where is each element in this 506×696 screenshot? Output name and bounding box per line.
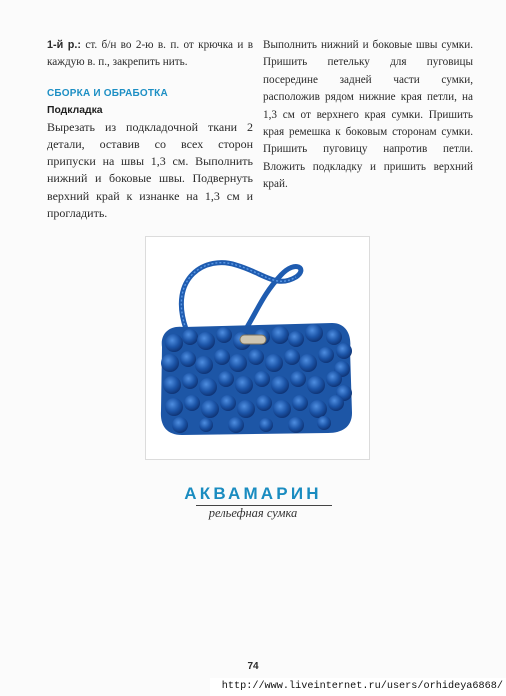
left-column: [47, 37, 253, 222]
right-column: [263, 37, 473, 194]
pattern-title: [0, 483, 506, 505]
assembly-paragraph: Выполнить нижний и боковые швы сумки. Пришить петельку для пуговицы посередине задней части сумки, расположив рядом нижние края петли, на 1,3 см от верхнего края сумки. Пришить края ремешка к боковым сторонам сумки. Пришить пуговицу напротив петли. Вложить подкладку и пришить верхний край.: [263, 39, 473, 191]
lining-paragraph: Вырезать из подкладочной ткани 2 детали, оставив со всех сторон припуски на швы 1,3 см. Выполнить нижний и боковые швы. Подвернуть верхний край к изнанке на 1,3 см и прогладить.: [47, 119, 253, 220]
bag-photo: [145, 236, 370, 460]
title-text: АКВАМАРИН: [184, 484, 322, 503]
sub-heading-lining: Подкладка: [47, 104, 103, 116]
row-text: ст. б/н во 2-ю в. п. от крючка и в каждую в. п., закрепить нить.: [47, 39, 253, 69]
row-label: 1-й р.:: [47, 39, 81, 51]
pattern-subtitle: рельефная сумка: [208, 506, 298, 520]
crocheted-bag-photo-icon: [146, 237, 369, 459]
page-number: 74: [247, 661, 259, 672]
row-instruction: [47, 37, 253, 72]
section-heading: СБОРКА И ОБРАБОТКА: [47, 87, 168, 99]
source-url-watermark: http://www.liveinternet.ru/users/orhideya6868/: [210, 678, 506, 696]
